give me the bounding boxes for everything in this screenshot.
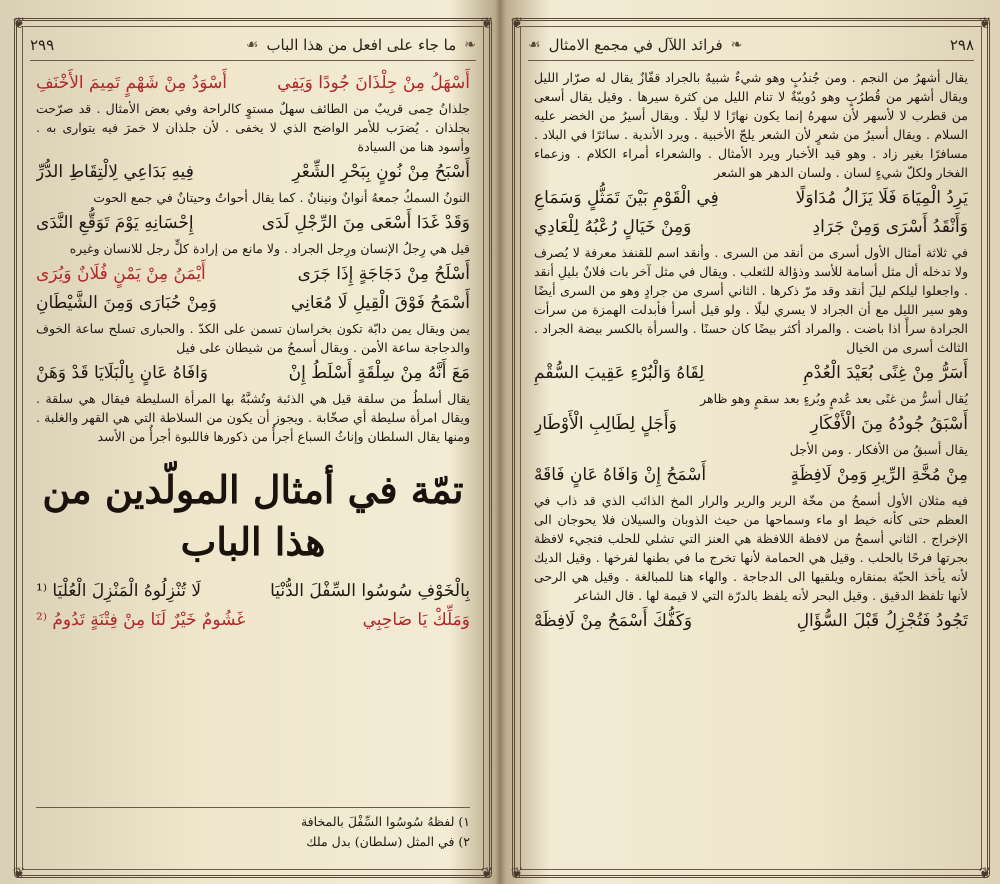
corner-ornament-icon: ❦ [510, 14, 524, 32]
corner-ornament-icon: ❦ [480, 864, 494, 882]
commentary: جلذانُ حِمى قريبٌ من الطائف سهلٌ مستوٍ كالراحة وفي بعض الأمثال . قد صرّحت بجلذان . يُضرَب للأمر الواضح الذي لا يخفى . لأن جلذان لا خمرَ فيه يتوارى به . وأسود هنا من السيادة [36, 101, 470, 154]
commentary: يقال أسلطُ من سلقة قيل هي الذئبة وتُشبَّهُ بها المرأة السليطة فيقال هي سلقة . ويقال امرأة سليطة أي صخّابة . ويجوز أن يكون من السلاطة التي هي القهر والغلبة . ومنها يقال السلطان وإناثُ السباع أجرأُ من ذكورها فاللبوة أجرأُ من الأسد [36, 391, 470, 444]
verse-line [534, 185, 968, 212]
commentary: يُقال أسرُّ من غنًى بعد عُدمٍ وبُرءٍ بعد سقمٍ وهو ظاهر [700, 391, 968, 406]
ornament-icon: ❧ [464, 37, 476, 53]
footnotes [36, 807, 470, 852]
hemistich: وَأَجَلٍ لِطَالِبِ الْأَوْطَارِ [534, 414, 677, 434]
corner-ornament-icon: ❦ [978, 14, 992, 32]
page-header [30, 30, 476, 61]
ornament-icon: ☙ [528, 37, 541, 53]
commentary: في ثلاثة أمثال الأول أسرى من أنقد من السرى . وأنقد اسم للقنفذ معرفة لا يُصرف ولا تدخله أل مثل أسامة للأسد وذؤالة للثعلب . ويقال في مثل آخر بات فلانٌ بليلِ أنقد . واجعلوا ليلكم ليلَ أنقد وقد مرّ ذكرها . الثاني أسرى من جرادٍ وهو من السرى أيضًا وهو سير الليل مع أن الجراد لا يسري ليلًا . ولو قيل أسرأ فأبدلت الهمزة من سرأت الجرادة سرأً اذا باضت . والمراد أكثر بيضًا كان حسنًا . والسرأة بالكسر بيضة الجراد . الثالث أسرى من الخيال [534, 245, 968, 355]
hemistich: لَا تُنْزِلُوهُ الْمَنْزِلَ الْعُلْيَا ⁽¹ [36, 581, 202, 601]
verse-line [534, 608, 968, 635]
verse-line [36, 159, 470, 186]
verse-line [36, 70, 470, 97]
left-page [12, 14, 494, 882]
commentary: يقال أشهرُ من النجم . ومن جُندُبٍ وهو شيءٌ شبيهٌ بالجراد قفّازٌ يقال له صرّار الليل ويقال أشهر من قُطرُبٍ وهو دُويبّةٌ لا تنام الليل من كثرة سيرها . وقيل يقال أسعى من قطرب لا لأسهر لأن سهرهُ إنما يكون نهارًا لا ليلًا . ويقال أسيرُ من الخضر عليه السلام . ويقال أسيرُ من شعرٍ لأن الشعر يلجّ الأخبية . ويرد الأندية . سائرًا في البلاد . مسافرًا بغير زاد . وهو قيد الأخبار ويرد الأمثال . والشعراء أمراء الكلام . وزعماء الفخار ولكلّ شيءٍ لسان . ولسان الدهر هو الشعر [534, 70, 968, 180]
verse-line [534, 411, 968, 438]
verse-line [534, 214, 968, 241]
verse-line [36, 290, 470, 317]
hemistich: فِيهِ بَدَاعِي لِالْتِقَاطِ الدُّرِّ [36, 162, 194, 182]
commentary: يمن ويقال يمن دابّة تكون بخراسان تسمن على الكدّ . والحبارى تسلح ساعة الخوف والدجاجة ساعة الأمن . ويقال أسمحُ من شيطان على فيل [36, 321, 470, 355]
corner-ornament-icon: ❦ [12, 14, 26, 32]
hemistich: أَسْوَدُ مِنْ شَهْمٍ تَمِيمَ الأَخْنَفِ [36, 73, 228, 93]
verse-line [36, 210, 470, 237]
section-heading: تمّة في أمثال المولّدين من هذا الباب [42, 467, 464, 564]
page-body [534, 68, 968, 856]
hemistich: أَسْبَقُ جُودُهُ مِنَ الْأَفْكَارِ [810, 414, 968, 434]
hemistich: وَأَنْقَدُ أَسْرَى وَمِنْ جَرَادِ [812, 217, 968, 237]
page-body [36, 68, 470, 856]
running-title: ❧ ما جاء على افعل من هذا الباب ☙ [245, 36, 476, 54]
footnote: ١) لفظهُ سُوسُوا السِّفْلَ بالمخافة [300, 814, 470, 829]
hemistich: أَيْمَنُ مِنْ يَمْنٍ فُلَانٌ وَيُرَى [36, 264, 206, 284]
corner-ornament-icon: ❦ [12, 864, 26, 882]
hemistich: لِقَاهُ وَالْبُرْءِ عَقِيبَ السُّقْمِ [534, 363, 705, 383]
ornament-icon: ☙ [245, 37, 259, 53]
corner-ornament-icon: ❦ [978, 864, 992, 882]
hemistich: فِي الْقَوْمِ بَيْنَ تَمَثُّلٍ وَسَمَاعِ [534, 188, 719, 208]
hemistich: وَمِنْ خَيَالٍ رُعْبُهُ لِلْعَادِي [534, 217, 692, 237]
hemistich: مَعَ أَنَّهُ مِنْ سِلْقَةٍ أَسْلَطُ إِنْ [288, 363, 470, 383]
hemistich: أَسْبَحُ مِنْ نُونٍ بِبَحْرِ الشِّعْرِ [292, 162, 470, 182]
commentary: فيه مثلان الأول أسمحُ من مخّة الرير والرير والرار المخ الذائب الذي قد ذاب في العظم حتى كأنه خيط او ماء وسماحها من حيث الذوبان والسيلان فلا يحوجان الى الإخراج . الثاني أسمحُ من لافظة اللافظة هي العنز التي تشلي للحلب فتجيء لافظة بجرتها فرحًا بالحلب . وقيل هي الحمامة لأنها تخرج ما في بطنها لفرخها . وقيل الديك لأنه يأخذ الحبّة بمنقاره ويلقيها الى الدجاجة . والهاء هنا للمبالغة . وقيل هي الرحى لأنها تلفظ الدقيق . وقيل البحر لأنه يلفظ بالدرّة التي لا قيمة لها . قال الشاعر [534, 493, 968, 603]
corner-ornament-icon: ❦ [480, 14, 494, 32]
hemistich: وَافَاهُ عَانٍ بِالْبَلَايَا قَدْ وَهَنْ [36, 363, 209, 383]
running-title: ❧ فرائد اللآل في مجمع الامثال ☙ [528, 36, 743, 54]
hemistich: أَسْهَلُ مِنْ جِلْذَانَ جُودًا وَيَفِي [277, 73, 470, 93]
page-header [528, 30, 974, 61]
hemistich: وَمِنْ حُبَارَى وَمِنَ الشَّيْطَانِ [36, 293, 217, 313]
hemistich: تَجُودُ فَتُجْزِلُ قَبْلَ السُّؤَالِ [796, 611, 968, 631]
page-number: ٢٩٨ [949, 36, 974, 54]
hemistich: أَسْمَحُ فَوْقَ الْقِيلِ لَا مُعَانِي [290, 293, 470, 313]
verse-line [36, 261, 470, 288]
hemistich: أَسَرُّ مِنْ غِنًى بُعَيْدَ الْعُدْمِ [803, 363, 968, 383]
hemistich: يَرِدُ الْمِيَاهَ فَلَا يَزَالُ مُدَاوَلًا [795, 188, 968, 208]
verse-line [534, 462, 968, 489]
ornament-icon: ❧ [730, 37, 743, 53]
page-number: ٢٩٩ [30, 36, 55, 54]
commentary: يقال أسبقُ من الأفكار . ومن الأجل [789, 442, 968, 457]
verse-line [534, 360, 968, 387]
commentary: قيل هي رِجلُ الإنسان ورِجل الجراد . ولا مانع من إرادة كلٍّ رجل للانسان وغيره [69, 241, 470, 256]
verse-line [36, 360, 470, 387]
right-page [510, 14, 992, 882]
footnote: ٢) في المثل (سلطان) بدل ملك [306, 834, 470, 849]
hemistich: أَسْمَحُ إِنْ وَافَاهُ عَانٍ فَاقَهْ [534, 465, 707, 485]
verse-line [36, 578, 470, 605]
verse-line [36, 607, 470, 634]
hemistich: وَمَلِّكْ يَا صَاحِبِي [362, 610, 470, 630]
hemistich: وَقَدْ غَدَا أَسْعَى مِنَ الرِّجْلِ لَدَى [261, 213, 470, 233]
hemistich: مِنْ مُخَّةِ الرِّيرِ وَمِنْ لَافِظَةٍ [790, 465, 968, 485]
hemistich: إِحْسَانِهِ يَوْمَ تَوَقُّعِ النَّدَى [36, 213, 194, 233]
hemistich: وَكَفُّكَ أَسْمَحُ مِنْ لَافِظَهْ [534, 611, 693, 631]
commentary: النونُ السمكُ جمعهُ أنوانٌ ونينانٌ . كما يقال أحواتٌ وحيتانٌ في جمع الحوت [93, 190, 470, 205]
hemistich: بِالْخَوْفِ سُوسُوا السِّفْلَ الدُّنْيَا [270, 581, 470, 601]
hemistich: غَشُومٌ خَيْرٌ لَنَا مِنْ فِتْنَةٍ تَدُومُ ⁽² [36, 610, 246, 630]
corner-ornament-icon: ❦ [510, 864, 524, 882]
hemistich: أَسْلَحُ مِنْ دَجَاجَةٍ إِذَا جَرَى [297, 264, 470, 284]
